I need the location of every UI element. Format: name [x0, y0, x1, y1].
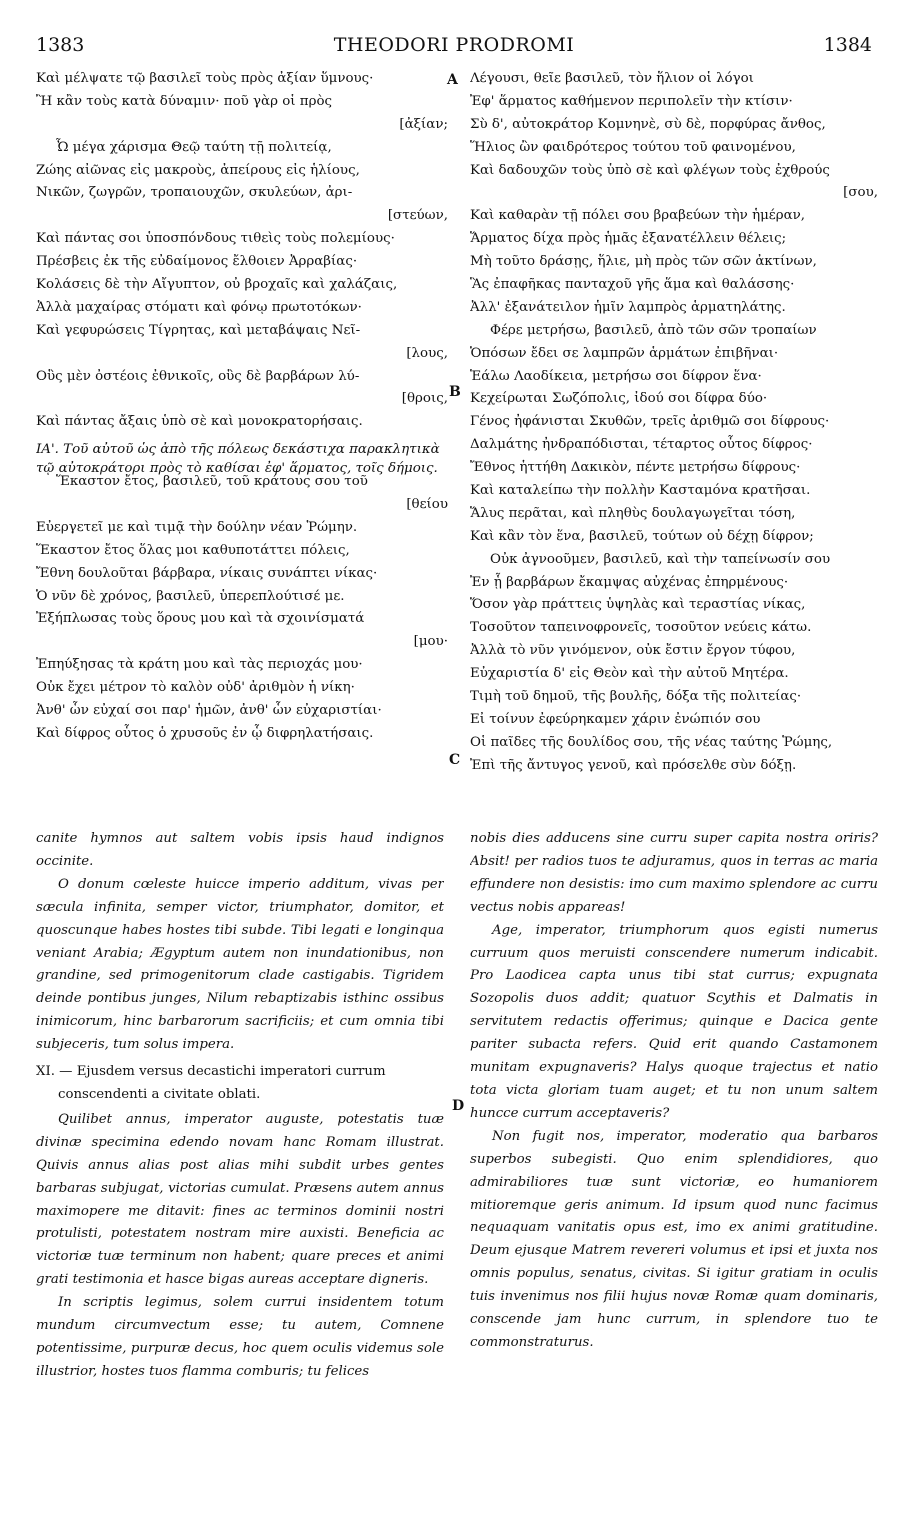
verse-line: [θείου	[406, 497, 448, 513]
verse-line: Οὐκ ἔχει μέτρον τὸ καλὸν οὐδ' ἀριθμὸν ἡ νίκη·	[36, 680, 355, 696]
page-header	[36, 34, 872, 60]
verse-line: Κεχείρωται Σωζόπολις, ἰδού σοι δίφρα δύο·	[470, 391, 768, 407]
verse-line: Ἅλυς περᾶται, καὶ πληθὺς δουλαγωγεῖται τόση,	[470, 505, 796, 521]
verse-line: Καὶ μέλψατε τῷ βασιλεῖ τοὺς πρὸς ἀξίαν ὕμνους·	[36, 71, 374, 86]
verse-line: Ἀλλὰ τὸ νῦν γινόμενον, οὐκ ἔστιν ἔργον τύφου,	[470, 643, 796, 659]
verse-line: Εὐχαριστία δ' εἰς Θεὸν καὶ τὴν αὐτοῦ Μητέρα.	[470, 666, 789, 682]
page-number-left: 1383	[36, 34, 85, 56]
verse-line: Ἔθνη δουλοῦται βάρβαρα, νίκαις συνάπτει νίκας·	[36, 565, 378, 581]
latin-paragraph: canite hymnos aut saltem vobis ipsis haud indignos occinite.	[36, 831, 444, 869]
verse-line: [λους,	[406, 345, 448, 361]
latin-paragraph: Age, imperator, triumphorum quos egisti numerus curruum quos meruisti conscendere numerum indicabit. Pro Laodicea capta unus tibi stat currus; expugnata Sozopolis duos addit; quatuor Scythis et Dalmatis in servitutem redactis offerimus; quinque e Dacica gente pariter subacta refers. Quid erit quando Castamonem munitam expugnaveris? Halys quoque trajectus et natio tota victa gloriam tuam auget; et tu non unum saltem huncce currum acceptaveris?	[470, 922, 878, 1121]
latin-paragraph: Non fugit nos, imperator, moderatio qua barbaros superbos subegisti. Quo enim splendidiores, quo admirabiliores tuæ sunt victoriæ, eo humaniorem mitioremque geris animum. Id ipsum quod nunc facimus nequaquam vanitatis opus est, imo ex animi gratitudine. Deum ejusque Matrem revereri volumus et ipsi et juxta nos omnis populus, senatus, civitas. Si igitur gratiam in oculis tuis invenimus nos filii hujus novæ Romæ quam dominaris, conscende jam hunc currum, in splendore tuo te commonstraturus.	[470, 1128, 878, 1350]
page-number-right: 1384	[823, 34, 872, 56]
verse-line: Λέγουσι, θεῖε βασιλεῦ, τὸν ἥλιον οἱ λόγοι	[470, 71, 754, 86]
verse-line: Κολάσεις δὲ τὴν Αἴγυπτον, οὐ βροχαῖς καὶ χαλάζαις,	[36, 277, 398, 293]
verse-line: [θροις,	[401, 391, 448, 407]
verse-line: [μου·	[413, 634, 448, 650]
verse-line: Ἥλιος ὢν φαιδρότερος τούτου τοῦ φαινομένου,	[470, 139, 796, 155]
latin-paragraph: In scriptis legimus, solem currui insidentem totum mundum circumvectum esse; tu autem, Comnene potentissime, purpuræ decus, hoc quem oculis videmus sole illustrior, hostes tuos flamma comburis; tu felices	[36, 1295, 444, 1379]
verse-line: Ὁ νῦν δὲ χρόνος, βασιλεῦ, ὑπερεπλούτισέ με.	[36, 588, 345, 604]
verse-line: Καὶ πάντας σοι ὑποσπόνδους τιθεὶς τοὺς πολεμίους·	[36, 231, 395, 247]
verse-line: Καὶ γεφυρώσεις Τίγρητας, καὶ μεταβάψαις Νεῖ-	[36, 322, 361, 338]
verse-line: Ἑάλω Λαοδίκεια, μετρήσω σοι δίφρον ἕνα·	[470, 368, 762, 384]
verse-line: Ἐν ᾗ βαρβάρων ἔκαμψας αὐχένας ἐπηρμένους·	[470, 574, 789, 590]
verse-line: Ἅρματος δίχα πρὸς ἡμᾶς ἐξανατέλλειν θέλεις;	[470, 231, 787, 247]
verse-line: Σὺ δ', αὐτοκράτορ Κομνηνὲ, σὺ δὲ, πορφύρας ἄνθος,	[470, 116, 826, 132]
latin-column-left	[36, 828, 444, 1384]
margin-letter-c: C	[449, 752, 461, 768]
verse-line: Τοσοῦτον ταπεινοφρονεῖς, τοσοῦτον νεύεις κάτω.	[470, 620, 812, 636]
verse-line: Καὶ κἂν τὸν ἕνα, βασιλεῦ, τούτων οὐ δέχῃ δίφρον;	[470, 528, 814, 544]
verse-line: Ἐπηύξησας τὰ κράτη μου καὶ τὰς περιοχάς μου·	[36, 657, 363, 673]
verse-line: Ὅσον γὰρ πράττεις ὑψηλὰς καὶ τεραστίας νίκας,	[470, 597, 806, 613]
verse-line: Ἀνθ' ὧν εὐχαί σοι παρ' ἡμῶν, ἀνθ' ὧν εὐχαριστίαι·	[36, 703, 382, 719]
verse-line: Εὐεργετεῖ με καὶ τιμᾷ τὴν δούλην νέαν Ῥώμην.	[36, 519, 358, 535]
running-title: THEODORI PRODROMI	[333, 34, 575, 56]
verse-line: Καὶ πάντας ἄξαις ὑπὸ σὲ καὶ μονοκρατορήσαις.	[36, 414, 363, 430]
margin-letter-a: A	[447, 72, 458, 88]
latin-paragraph: O donum cœleste huicce imperio additum, vivas per sæcula infinita, semper victor, triumphator, domitor, et quoscunque habes hostes tibi subde. Tibi legati e longinqua veniant Arabia; Ægyptum autem non inundationibus, non grandine, sed primogenitorum clade castigabis. Tigridem deinde pontibus junges, Nilum rebaptizabis isthinc ossibus inimicorum, hinc barbarorum sacrificiis; et cum omnia tibi subjeceris, tum solus impera.	[36, 876, 444, 1053]
verse-line: Μὴ τοῦτο δράσῃς, ἥλιε, μὴ πρὸς τῶν σῶν ἀκτίνων,	[470, 254, 817, 270]
verse-line: Καὶ δίφρος οὗτος ὁ χρυσοῦς ἐν ᾧ διφρηλατήσαις.	[36, 725, 374, 741]
verse-line: Καὶ καθαρὰν τῇ πόλει σου βραβεύων τὴν ἡμέραν,	[470, 208, 806, 224]
verse-line: Ἀλλὰ μαχαίρας στόματι καὶ φόνῳ πρωτοτόκων·	[36, 299, 362, 315]
latin-paragraph: Quilibet annus, imperator auguste, potestatis tuæ divinæ specimina edendo novam hanc Romam illustrat. Quivis annus alias post alias mihi subdit urbes gentes barbaras subjugat, victorias cumulat. Præsens autem annus maximopere me ditavit: fines ac terminos dominii nostri protulisti, potestatem nostram mire auxisti. Beneficia ac victoriæ tuæ terminum non habent; quare preces et animi grati testimonia et hasce bigas aureas acceptare digneris.	[36, 1111, 444, 1288]
verse-line: Νικῶν, ζωγρῶν, τροπαιουχῶν, σκυλεύων, ἀρι-	[36, 185, 353, 201]
verse-line: Δαλμάτης ἠνδραπόδισται, τέταρτος οὗτος δίφρος·	[470, 437, 813, 453]
verse-line: Ἐφ' ἅρματος καθήμενον περιπολεῖν τὴν κτίσιν·	[470, 93, 793, 109]
verse-line: Οὐκ ἀγνοοῦμεν, βασιλεῦ, καὶ τὴν ταπείνωσίν σου	[490, 551, 831, 567]
verse-line: [ἀξίαν;	[399, 116, 448, 132]
verse-line: Καὶ καταλείπω τὴν πολλὴν Κασταμόνα κρατῆσαι.	[470, 483, 811, 499]
verse-line: Ἀλλ' ἐξανάτειλον ἡμῖν λαμπρὸς ἁρματηλάτης.	[470, 299, 786, 315]
verse-line: [στεύων,	[387, 208, 448, 224]
verse-line: Ἐπὶ τῆς ἄντυγος γενοῦ, καὶ πρόσελθε σὺν δόξῃ.	[470, 757, 797, 773]
verse-line: Ἐξήπλωσας τοὺς ὅρους μου καὶ τὰ σχοινίσματά	[36, 611, 365, 627]
verse-line: Ἃς ἐπαφῆκας πανταχοῦ γῆς ἅμα καὶ θαλάσσης·	[470, 277, 795, 293]
latin-column-right	[470, 828, 878, 1355]
verse-line: Ἢ κἂν τοὺς κατὰ δύναμιν· ποῦ γὰρ οἱ πρὸς	[36, 93, 333, 109]
verse-line: Οὓς μὲν ὀστέοις ἐθνικοῖς, οὓς δὲ βαρβάρων λύ-	[36, 368, 360, 384]
verse-line: [σου,	[843, 185, 878, 201]
verse-line: Καὶ δαδουχῶν τοὺς ὑπὸ σὲ καὶ φλέγων τοὺς ἐχθρούς	[470, 162, 830, 178]
verse-line: Ἕκαστον ἔτος, βασιλεῦ, τοῦ κράτους σου τοῦ	[56, 474, 368, 490]
verse-line: Ὦ μέγα χάρισμα Θεῷ ταύτη τῇ πολιτείᾳ,	[56, 139, 332, 155]
verse-line: Ζώης αἰῶνας εἰς μακροὺς, ἀπείρους εἰς ἡλίους,	[36, 162, 360, 178]
poem-title: ΙΑ'. Τοῦ αὐτοῦ ὡς ἀπὸ τῆς πόλεως δεκάστιχα παρακλητικὰ τῷ αὐτοκράτορι πρὸς τὸ καθίσαι ἐφ' ἅρματος, τοῖς δήμοις.	[36, 442, 440, 477]
verse-line: Πρέσβεις ἐκ τῆς εὐδαίμονος ἔλθοιεν Ἀρραβίας·	[36, 254, 358, 270]
margin-letter-d: D	[452, 1098, 465, 1114]
verse-line: Τιμὴ τοῦ δημοῦ, τῆς βουλῆς, δόξα τῆς πολιτείας·	[470, 689, 802, 705]
verse-line: Ἕκαστον ἔτος ὅλας μοι καθυποτάττει πόλεις,	[36, 542, 350, 558]
greek-column-left	[36, 68, 448, 746]
section-heading: XI. — Ejusdem versus decastichi imperatori currum conscendenti a civitate oblati.	[36, 1064, 386, 1102]
verse-line: Εἰ τοίνυν ἐφεύρηκαμεν χάριν ἐνώπιόν σου	[470, 711, 761, 727]
verse-line: Γένος ἠφάνισται Σκυθῶν, τρεῖς ἀριθμῶ σοι δίφρους·	[470, 414, 830, 430]
verse-line: Ὁπόσων ἔδει σε λαμπρῶν ἁρμάτων ἐπιβῆναι·	[470, 345, 779, 361]
latin-paragraph: nobis dies adducens sine curru super capita nostra oriris? Absit! per radios tuos te adjuramus, quos in terras ac maria effundere non desistis: imo cum maximo splendore ac curru vectus nobis appareas!	[470, 831, 878, 915]
verse-line: Φέρε μετρήσω, βασιλεῦ, ἀπὸ τῶν σῶν τροπαίων	[490, 322, 817, 338]
margin-letter-b: B	[449, 384, 461, 400]
verse-line: Ἔθνος ἡττήθη Δακικὸν, πέντε μετρήσω δίφρους·	[470, 460, 801, 476]
verse-line: Οἱ παῖδες τῆς δουλίδος σου, τῆς νέας ταύτης Ῥώμης,	[470, 734, 833, 750]
greek-column-right	[470, 68, 878, 778]
